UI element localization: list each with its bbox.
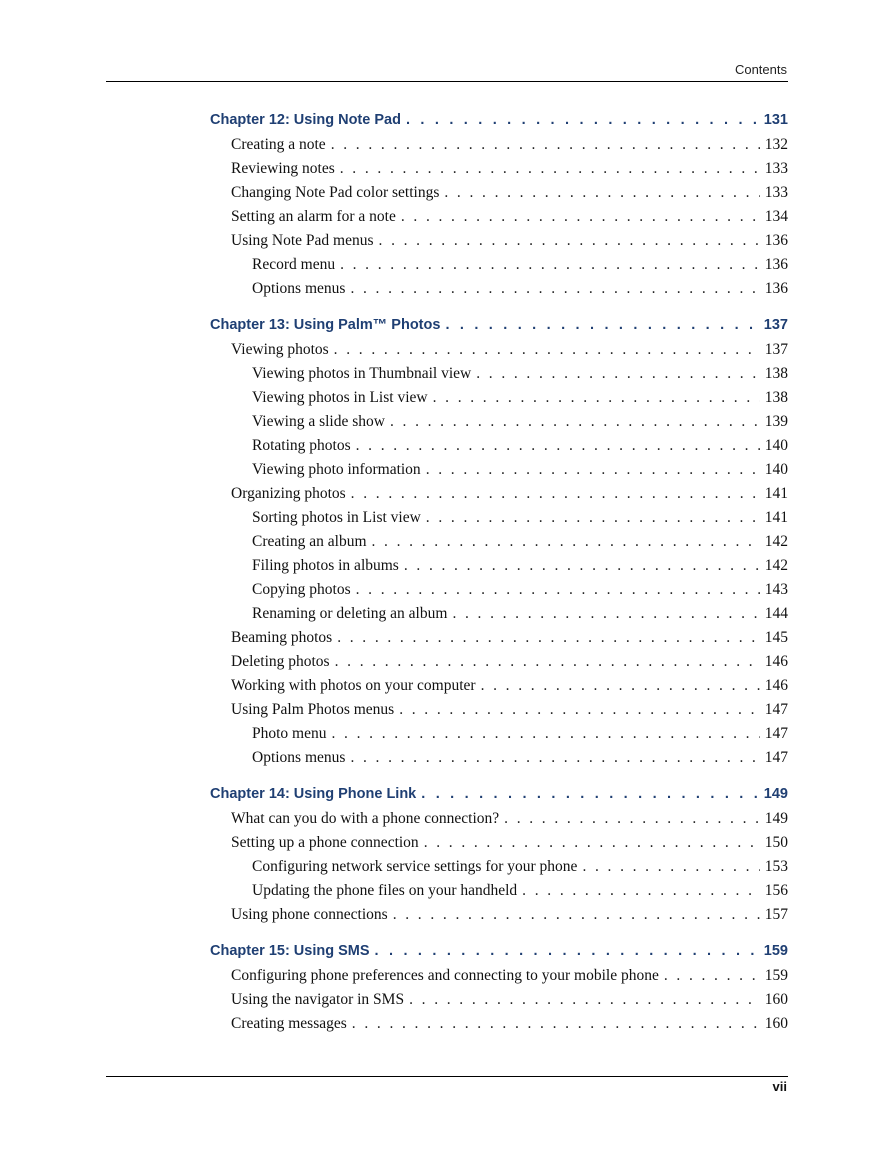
entry-title: Organizing photos bbox=[231, 485, 346, 502]
entry-page: 147 bbox=[764, 725, 788, 742]
entry-page: 132 bbox=[764, 136, 788, 153]
dot-leader bbox=[331, 136, 760, 154]
chapter-title: Chapter 15: Using SMS bbox=[210, 943, 370, 959]
entry-title: Deleting photos bbox=[231, 653, 330, 670]
chapter-heading[interactable] bbox=[210, 786, 788, 808]
entry-page: 156 bbox=[764, 882, 788, 899]
dot-leader bbox=[445, 317, 759, 333]
entry-title: Rotating photos bbox=[252, 437, 351, 454]
footer-page-number: vii bbox=[772, 1079, 787, 1094]
entry-page: 140 bbox=[764, 461, 788, 478]
dot-leader bbox=[444, 184, 760, 202]
entry-page: 138 bbox=[764, 389, 788, 406]
toc-entry[interactable] bbox=[210, 810, 788, 834]
entry-title: Using the navigator in SMS bbox=[231, 991, 405, 1008]
dot-leader bbox=[379, 232, 760, 250]
toc-subentry[interactable] bbox=[210, 280, 788, 304]
entry-page: 146 bbox=[764, 677, 788, 694]
entry-page: 147 bbox=[764, 701, 788, 718]
dot-leader bbox=[406, 112, 760, 128]
dot-leader bbox=[409, 991, 760, 1009]
entry-title: Viewing photo information bbox=[252, 461, 421, 478]
header-rule bbox=[106, 81, 788, 82]
entry-page: 145 bbox=[764, 629, 788, 646]
toc-subentry[interactable] bbox=[210, 581, 788, 605]
toc-subentry[interactable] bbox=[210, 256, 788, 280]
entry-page: 133 bbox=[764, 160, 788, 177]
entry-title: Photo menu bbox=[252, 725, 327, 742]
entry-title: Creating messages bbox=[231, 1015, 347, 1032]
entry-page: 142 bbox=[764, 533, 788, 550]
toc-entry[interactable] bbox=[210, 653, 788, 677]
table-of-contents bbox=[210, 112, 788, 1052]
toc-entry[interactable] bbox=[210, 136, 788, 160]
entry-title: What can you do with a phone connection? bbox=[231, 810, 500, 827]
toc-subentry[interactable] bbox=[210, 725, 788, 749]
entry-page: 137 bbox=[764, 341, 788, 358]
entry-title: Using Note Pad menus bbox=[231, 232, 374, 249]
chapter-heading[interactable] bbox=[210, 943, 788, 965]
chapter-page: 149 bbox=[763, 786, 788, 802]
dot-leader bbox=[504, 810, 760, 828]
entry-page: 150 bbox=[764, 834, 788, 851]
dot-leader bbox=[426, 509, 760, 527]
entry-page: 149 bbox=[764, 810, 788, 827]
chapter-15 bbox=[210, 943, 788, 1039]
entry-title: Sorting photos in List view bbox=[252, 509, 421, 526]
dot-leader bbox=[350, 280, 760, 298]
entry-page: 142 bbox=[764, 557, 788, 574]
entry-page: 147 bbox=[764, 749, 788, 766]
dot-leader bbox=[433, 389, 760, 407]
toc-subentry[interactable] bbox=[210, 882, 788, 906]
toc-entry[interactable] bbox=[210, 341, 788, 365]
entry-page: 136 bbox=[764, 256, 788, 273]
dot-leader bbox=[522, 882, 760, 900]
dot-leader bbox=[399, 701, 760, 719]
dot-leader bbox=[335, 653, 760, 671]
dot-leader bbox=[404, 557, 760, 575]
entry-page: 141 bbox=[764, 509, 788, 526]
toc-subentry[interactable] bbox=[210, 557, 788, 581]
entry-title: Using phone connections bbox=[231, 906, 388, 923]
dot-leader bbox=[452, 605, 760, 623]
entry-page: 140 bbox=[764, 437, 788, 454]
entry-title: Changing Note Pad color settings bbox=[231, 184, 440, 201]
entry-title: Using Palm Photos menus bbox=[231, 701, 395, 718]
dot-leader bbox=[375, 943, 760, 959]
dot-leader bbox=[350, 749, 760, 767]
page-header-title: Contents bbox=[734, 62, 787, 77]
chapter-13 bbox=[210, 317, 788, 773]
entry-page: 143 bbox=[764, 581, 788, 598]
toc-subentry[interactable] bbox=[210, 389, 788, 413]
entry-title: Configuring network service settings for your phone bbox=[252, 858, 578, 875]
entry-page: 134 bbox=[764, 208, 788, 225]
chapter-14 bbox=[210, 786, 788, 930]
entry-page: 157 bbox=[764, 906, 788, 923]
entry-title: Working with photos on your computer bbox=[231, 677, 476, 694]
entry-page: 136 bbox=[764, 280, 788, 297]
entry-page: 138 bbox=[764, 365, 788, 382]
chapter-heading[interactable] bbox=[210, 317, 788, 339]
toc-entry[interactable] bbox=[210, 701, 788, 725]
toc-subentry[interactable] bbox=[210, 365, 788, 389]
chapter-page: 131 bbox=[763, 112, 788, 128]
chapter-title: Chapter 13: Using Palm™ Photos bbox=[210, 317, 441, 333]
toc-subentry[interactable] bbox=[210, 437, 788, 461]
toc-entry[interactable] bbox=[210, 1015, 788, 1039]
entry-title: Renaming or deleting an album bbox=[252, 605, 448, 622]
entry-title: Beaming photos bbox=[231, 629, 333, 646]
toc-entry[interactable] bbox=[210, 232, 788, 256]
entry-title: Setting an alarm for a note bbox=[231, 208, 396, 225]
entry-title: Record menu bbox=[252, 256, 336, 273]
dot-leader bbox=[351, 485, 760, 503]
toc-entry[interactable] bbox=[210, 160, 788, 184]
dot-leader bbox=[424, 834, 760, 852]
dot-leader bbox=[390, 413, 760, 431]
dot-leader bbox=[664, 967, 760, 985]
chapter-12 bbox=[210, 112, 788, 304]
footer-rule bbox=[106, 1076, 788, 1077]
toc-subentry[interactable] bbox=[210, 533, 788, 557]
dot-leader bbox=[356, 581, 760, 599]
entry-title: Creating an album bbox=[252, 533, 367, 550]
entry-page: 153 bbox=[764, 858, 788, 875]
dot-leader bbox=[421, 786, 760, 802]
dot-leader bbox=[356, 437, 760, 455]
dot-leader bbox=[337, 629, 760, 647]
entry-page: 144 bbox=[764, 605, 788, 622]
entry-title: Viewing photos in Thumbnail view bbox=[252, 365, 472, 382]
entry-title: Updating the phone files on your handheld bbox=[252, 882, 518, 899]
dot-leader bbox=[481, 677, 760, 695]
dot-leader bbox=[582, 858, 760, 876]
entry-title: Setting up a phone connection bbox=[231, 834, 419, 851]
toc-entry[interactable] bbox=[210, 677, 788, 701]
entry-title: Viewing photos in List view bbox=[252, 389, 428, 406]
toc-entry[interactable] bbox=[210, 629, 788, 653]
entry-page: 139 bbox=[764, 413, 788, 430]
dot-leader bbox=[393, 906, 760, 924]
toc-subentry[interactable] bbox=[210, 749, 788, 773]
entry-page: 159 bbox=[764, 967, 788, 984]
entry-page: 146 bbox=[764, 653, 788, 670]
dot-leader bbox=[426, 461, 760, 479]
entry-title: Filing photos in albums bbox=[252, 557, 399, 574]
chapter-title: Chapter 12: Using Note Pad bbox=[210, 112, 401, 128]
entry-title: Viewing photos bbox=[231, 341, 329, 358]
entry-page: 141 bbox=[764, 485, 788, 502]
entry-page: 136 bbox=[764, 232, 788, 249]
entry-title: Creating a note bbox=[231, 136, 326, 153]
entry-title: Options menus bbox=[252, 749, 346, 766]
dot-leader bbox=[352, 1015, 760, 1033]
chapter-page: 159 bbox=[763, 943, 788, 959]
toc-subentry[interactable] bbox=[210, 858, 788, 882]
chapter-page: 137 bbox=[763, 317, 788, 333]
toc-subentry[interactable] bbox=[210, 509, 788, 533]
chapter-title: Chapter 14: Using Phone Link bbox=[210, 786, 417, 802]
dot-leader bbox=[401, 208, 760, 226]
entry-page: 133 bbox=[764, 184, 788, 201]
chapter-heading[interactable] bbox=[210, 112, 788, 134]
toc-entry[interactable] bbox=[210, 184, 788, 208]
toc-entry[interactable] bbox=[210, 906, 788, 930]
dot-leader bbox=[340, 256, 760, 274]
dot-leader bbox=[372, 533, 761, 551]
toc-subentry[interactable] bbox=[210, 605, 788, 629]
entry-title: Configuring phone preferences and connecting to your mobile phone bbox=[231, 967, 659, 984]
toc-entry[interactable] bbox=[210, 208, 788, 232]
toc-subentry[interactable] bbox=[210, 461, 788, 485]
toc-entry[interactable] bbox=[210, 991, 788, 1015]
entry-title: Viewing a slide show bbox=[252, 413, 385, 430]
toc-entry[interactable] bbox=[210, 967, 788, 991]
dot-leader bbox=[332, 725, 761, 743]
dot-leader bbox=[340, 160, 760, 178]
toc-entry[interactable] bbox=[210, 834, 788, 858]
entry-title: Reviewing notes bbox=[231, 160, 335, 177]
entry-title: Copying photos bbox=[252, 581, 351, 598]
toc-subentry[interactable] bbox=[210, 413, 788, 437]
dot-leader bbox=[476, 365, 760, 383]
entry-title: Options menus bbox=[252, 280, 346, 297]
entry-page: 160 bbox=[764, 1015, 788, 1032]
toc-entry[interactable] bbox=[210, 485, 788, 509]
dot-leader bbox=[334, 341, 760, 359]
entry-page: 160 bbox=[764, 991, 788, 1008]
